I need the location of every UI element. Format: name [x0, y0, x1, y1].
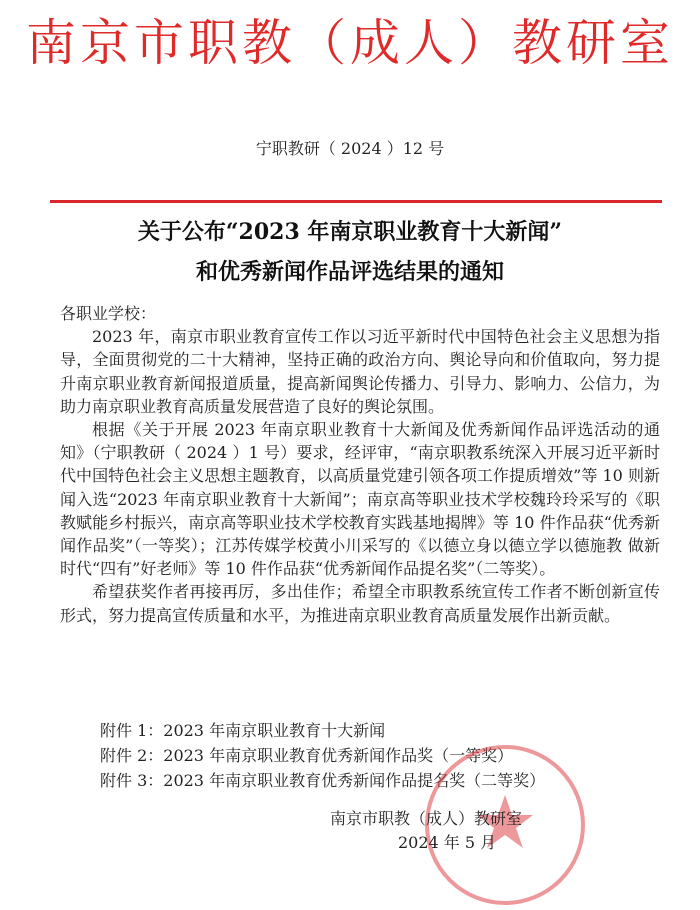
- issuer-signature: 南京市职教（成人）教研室: [330, 809, 523, 828]
- attachment-item-1: 附件 1：2023 年南京职业教育十大新闻: [100, 721, 386, 740]
- notice-title-line-2: 和优秀新闻作品评选结果的通知: [195, 259, 504, 285]
- notice-title: [0, 212, 700, 292]
- masthead-title: 南京市职教（成人）教研室: [26, 14, 674, 72]
- document-number: 宁职教研（ 2024 ）12 号: [255, 139, 445, 158]
- body-paragraph-2: 根据《关于开展 2023 年南京职业教育十大新闻及优秀新闻作品评选活动的通知》（宁职教研（ 2024 ）1 号）要求，经评审，“南京职教系统深入开展习近平新时代中国特色社会主义思想主题教育，以高质量党建引领各项工作提质增效”等 10 则新闻入选“2023 年南京职业教育十大新闻”；南京高等职业技术学校魏玲玲采写的《职教赋能乡村振兴，南京高等职业技术学校教育实践基地揭牌》等 10 件作品获“优秀新闻作品奖”（一等奖）；江苏传媒学校黄小川采写的《以德立身以德立学以德施教 做新时代“四有”好老师》等 10 件作品获“优秀新闻作品提名奖”（二等奖）。: [60, 420, 660, 579]
- attachment-item-2: 附件 2：2023 年南京职业教育优秀新闻作品奖（一等奖）: [100, 746, 514, 765]
- notice-body: [60, 302, 660, 627]
- red-divider-line: [50, 200, 662, 203]
- body-paragraph-1: 2023 年，南京市职业教育宣传工作以习近平新时代中国特色社会主义思想为指导，全面贯彻党的二十大精神，坚持正确的政治方向、舆论导向和价值取向，努力提升南京职业教育新闻报道质量，提高新闻舆论传播力、引导力、影响力、公信力，为助力南京职业教育高质量发展营造了良好的舆论氛围。: [60, 327, 660, 416]
- notice-title-line-1: 关于公布“2023 年南京职业教育十大新闻”: [137, 219, 563, 245]
- salutation: 各职业学校：: [60, 304, 157, 323]
- attachment-item-3: 附件 3：2023 年南京职业教育优秀新闻作品提名奖（二等奖）: [100, 771, 546, 790]
- attachment-list: [100, 718, 680, 793]
- issue-date: 2024 年 5 月: [398, 833, 497, 852]
- body-paragraph-3: 希望获奖作者再接再厉，多出佳作；希望全市职教系统宣传工作者不断创新宣传形式，努力提高宣传质量和水平，为推进南京职业教育高质量发展作出新贡献。: [60, 582, 660, 625]
